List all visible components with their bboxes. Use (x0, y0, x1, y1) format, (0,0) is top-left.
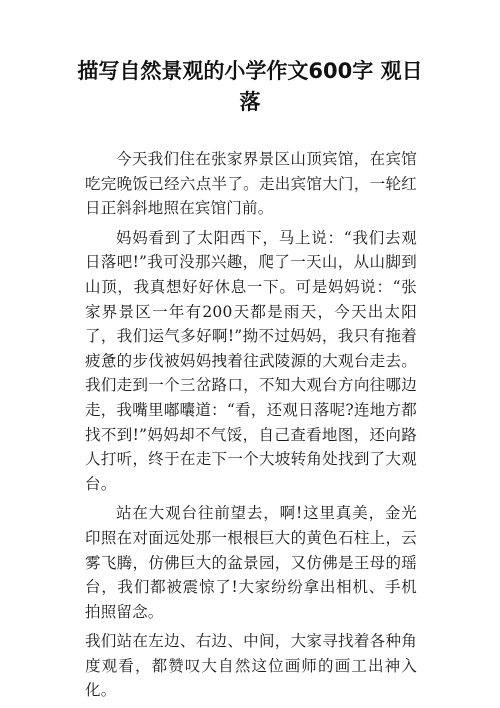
paragraph: 我们站在左边、右边、中间，大家寻找着各种角度观看，都赞叹大自然这位画师的画工出神入化。 (85, 632, 417, 700)
paragraph: 妈妈看到了太阳西下，马上说：“我们去观日落吧!”我可没那兴趣，爬了一天山，从山脚到山顶，我真想好好休息一下。可是妈妈说：“张家界景区一年有200天都是雨天，今天出太阳了，我们运气多好啊!”拗不过妈妈，我只有拖着疲惫的步伐被妈妈拽着往武陵源的大观台走去。我们走到一个三岔路口，不知大观台方向往哪边走，我嘴里嘟囔道：“看，还观日落呢?连地方都找不到!”妈妈却不气馁，自己查看地图，还向路人打听，终于在走下一个大坡转角处找到了大观台。 (85, 228, 417, 493)
document-title (70, 56, 430, 118)
paragraph: 站在大观台往前望去，啊!这里真美，金光印照在对面远处那一根根巨大的黄色石柱上，云雾飞腾，仿佛巨大的盆景园，又仿佛是王母的瑶台，我们都被震惊了!大家纷纷拿出相机、手机拍照留念。 (85, 504, 417, 621)
title-line-2: 落 (239, 90, 261, 114)
document-body (85, 147, 417, 708)
title-line-1: 描写自然景观的小学作文600字 观日 (77, 59, 423, 83)
paragraph: 今天我们住在张家界景区山顶宾馆，在宾馆吃完晚饭已经六点半了。走出宾馆大门，一轮红日正斜斜地照在宾馆门前。 (85, 150, 417, 218)
